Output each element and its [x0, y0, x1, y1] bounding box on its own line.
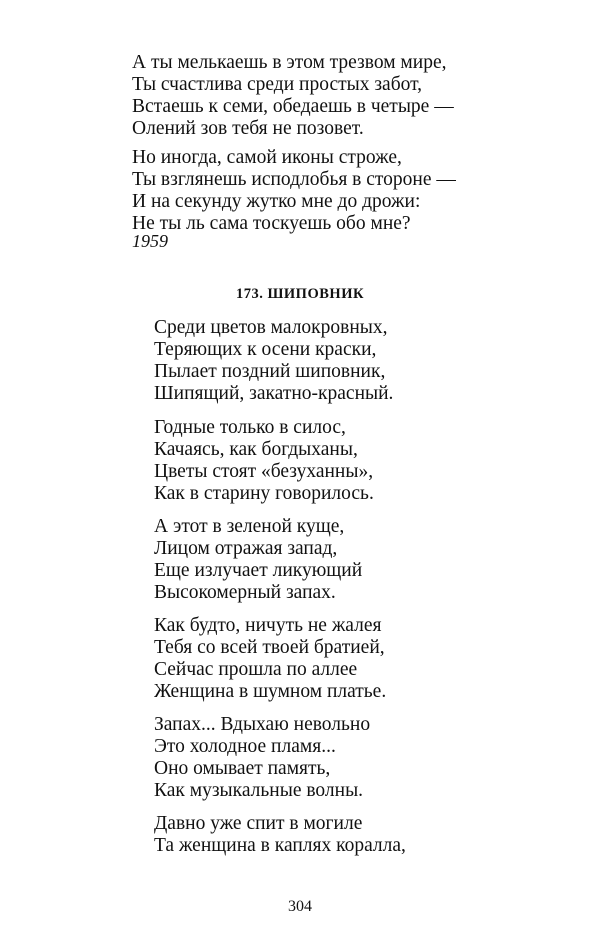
poem-line: Шипящий, закатно-красный.: [154, 383, 394, 404]
poem-line: Оно омывает память,: [154, 758, 331, 779]
poem-line: А этот в зеленой куще,: [154, 516, 345, 537]
prev-poem-stanza-1: [132, 52, 454, 140]
poem-line: Женщина в шумном платье.: [154, 681, 387, 702]
poem-title: 173. ШИПОВНИК: [235, 286, 364, 302]
poem-line: Как музыкальные волны.: [154, 780, 364, 801]
poem-line: Это холодное пламя...: [154, 736, 336, 757]
poem-line: Еще излучает ликующий: [154, 560, 363, 581]
poem-line: Ты взглянешь исподлобья в стороне —: [132, 169, 456, 190]
poem-line: Встаешь к семи, обедаешь в четыре —: [132, 96, 454, 117]
poem-line: Запах... Вдыхаю невольно: [154, 714, 371, 735]
poem-line: Как в старину говорилось.: [154, 483, 374, 504]
poem-line: Лицом отражая запад,: [154, 538, 338, 559]
poem-line: Давно уже спит в могиле: [154, 813, 363, 834]
poem-line: Сейчас прошла по аллее: [154, 659, 358, 680]
poem-stanza-5: [154, 714, 370, 802]
poem-line: Пылает поздний шиповник,: [154, 361, 386, 382]
poem-line: Теряющих к осени краски,: [154, 339, 377, 360]
poem-stanza-6: [154, 813, 406, 857]
poem-line: Годные только в силос,: [154, 417, 346, 438]
poem-line: Ты счастлива среди простых забот,: [132, 74, 423, 95]
poem-stanza-3: [154, 516, 362, 604]
page-number: 304: [288, 898, 312, 915]
poem-line: Та женщина в каплях коралла,: [154, 835, 406, 856]
prev-poem-stanza-2: [132, 147, 456, 235]
poem-line: А ты мелькаешь в этом трезвом мире,: [132, 52, 447, 73]
poem-line: Высокомерный запах.: [154, 582, 336, 603]
poem-stanza-4: [154, 615, 386, 703]
poem-line: Не ты ль сама тоскуешь обо мне?: [132, 213, 411, 234]
poem-stanza-2: [154, 417, 374, 505]
poem-line: Но иногда, самой иконы строже,: [132, 147, 402, 168]
poem-line: Как будто, ничуть не жалея: [154, 615, 382, 636]
poem-line: И на секунду жутко мне до дрожи:: [132, 191, 421, 212]
poem-line: Тебя со всей твоей братией,: [154, 637, 385, 658]
poem-line: Качаясь, как богдыханы,: [154, 439, 358, 460]
poem-line: Олений зов тебя не позовет.: [132, 118, 364, 139]
poem-date: 1959: [132, 231, 168, 251]
poem-line: Среди цветов малокровных,: [154, 317, 388, 338]
poem-line: Цветы стоят «безуханны»,: [154, 461, 374, 482]
poem-stanza-1: [154, 317, 393, 405]
